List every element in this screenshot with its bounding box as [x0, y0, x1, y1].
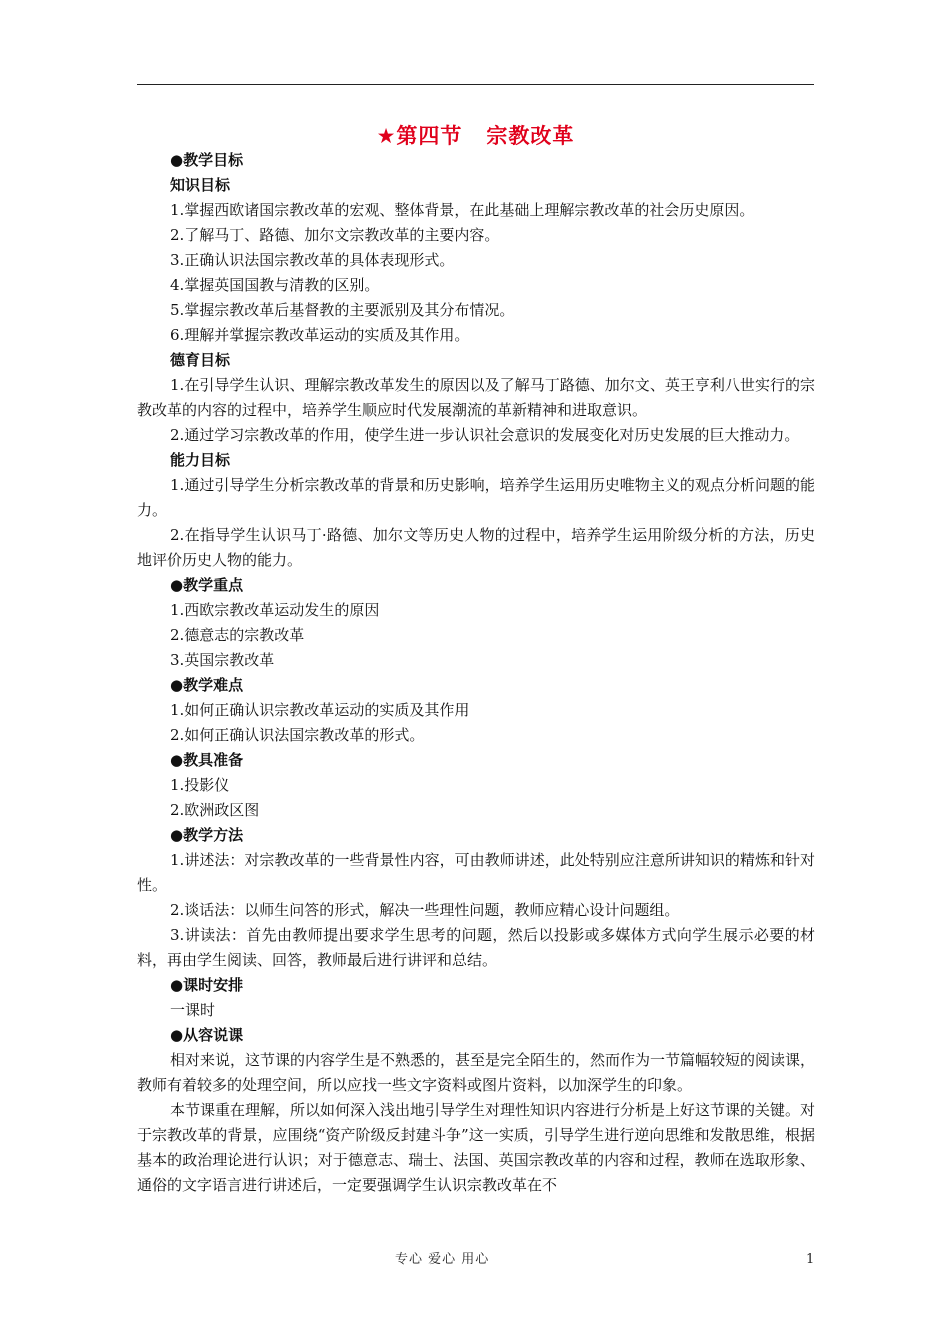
paragraph: 2.通过学习宗教改革的作用，使学生进一步认识社会意识的发展变化对历史发展的巨大推动力。 — [170, 426, 800, 444]
paragraph: 相对来说，这节课的内容学生是不熟悉的，甚至是完全陌生的，然而作为一节篇幅较短的阅读课，教师有着较多的处理空间，所以应找一些文字资料或图片资料，以加深学生的印象。 — [137, 1051, 816, 1094]
list-item: 4.掌握英国国教与清教的区别。 — [170, 276, 380, 294]
list-item: 6.理解并掌握宗教改革运动的实质及其作用。 — [170, 326, 470, 344]
list-item: 2.了解马丁、路德、加尔文宗教改革的主要内容。 — [170, 226, 500, 244]
list-item: 1.西欧宗教改革运动发生的原因 — [170, 601, 380, 619]
paragraph: 3.讲读法：首先由教师提出要求学生思考的问题，然后以投影或多媒体方式向学生展示必要的材料，再由学生阅读、回答，教师最后进行讲评和总结。 — [137, 926, 815, 969]
list-item: 2.德意志的宗教改革 — [170, 626, 305, 644]
list-item: 2.如何正确认识法国宗教改革的形式。 — [170, 726, 425, 744]
section-heading-difficulties: ●教学难点 — [170, 676, 244, 694]
section-heading-goals: ●教学目标 — [170, 151, 244, 169]
page-title — [137, 121, 814, 151]
section-heading-key-points: ●教学重点 — [170, 576, 244, 594]
list-item: 1.掌握西欧诸国宗教改革的宏观、整体背景，在此基础上理解宗教改革的社会历史原因。 — [170, 201, 755, 219]
list-item: 3.正确认识法国宗教改革的具体表现形式。 — [170, 251, 455, 269]
page-footer — [0, 1250, 950, 1270]
section-heading-methods: ●教学方法 — [170, 826, 244, 844]
list-item: 1.如何正确认识宗教改革运动的实质及其作用 — [170, 701, 470, 719]
title-section: 第四节 — [396, 124, 463, 148]
list-item: 3.英国宗教改革 — [170, 651, 275, 669]
list-item: 5.掌握宗教改革后基督教的主要派别及其分布情况。 — [170, 301, 515, 319]
paragraph: 2.在指导学生认识马丁·路德、加尔文等历史人物的过程中，培养学生运用阶级分析的方法，历史地评价历史人物的能力。 — [137, 526, 815, 569]
subheading-ability: 能力目标 — [170, 451, 231, 469]
title-name: 宗教改革 — [486, 124, 575, 148]
footer-motto: 专心 爱心 用心 — [395, 1252, 490, 1267]
schedule-text: 一课时 — [170, 1001, 216, 1019]
subheading-moral: 德育目标 — [170, 351, 231, 369]
paragraph: 2.谈话法：以师生问答的形式，解决一些理性问题，教师应精心设计问题组。 — [170, 901, 680, 919]
paragraph: 本节课重在理解，所以如何深入浅出地引导学生对理性知识内容进行分析是上好这节课的关键。对于宗教改革的背景，应围绕“资产阶级反封建斗争”这一实质，引导学生进行逆向思维和发散思维，根据基本的政治理论进行认识；对于德意志、瑞士、法国、英国宗教改革的内容和过程，教师在选取形象、通俗的文字语言进行讲述后，一定要强调学生认识宗教改革在不 — [137, 1101, 816, 1194]
paragraph: 1.通过引导学生分析宗教改革的背景和历史影响，培养学生运用历史唯物主义的观点分析问题的能力。 — [137, 476, 815, 519]
section-heading-talk: ●从容说课 — [170, 1026, 244, 1044]
title-star: ★ — [376, 124, 397, 148]
list-item: 1.投影仪 — [170, 776, 230, 794]
section-heading-schedule: ●课时安排 — [170, 976, 244, 994]
header-rule — [137, 84, 814, 85]
page-number: 1 — [806, 1252, 815, 1267]
paragraph: 1.在引导学生认识、理解宗教改革发生的原因以及了解马丁路德、加尔文、英王亨利八世实行的宗教改革的内容的过程中，培养学生顺应时代发展潮流的革新精神和进取意识。 — [137, 376, 815, 419]
paragraph: 1.讲述法：对宗教改革的一些背景性内容，可由教师讲述，此处特别应注意所讲知识的精炼和针对性。 — [137, 851, 815, 894]
subheading-knowledge: 知识目标 — [170, 176, 231, 194]
document-body — [137, 148, 815, 1198]
list-item: 2.欧洲政区图 — [170, 801, 260, 819]
section-heading-tools: ●教具准备 — [170, 751, 244, 769]
